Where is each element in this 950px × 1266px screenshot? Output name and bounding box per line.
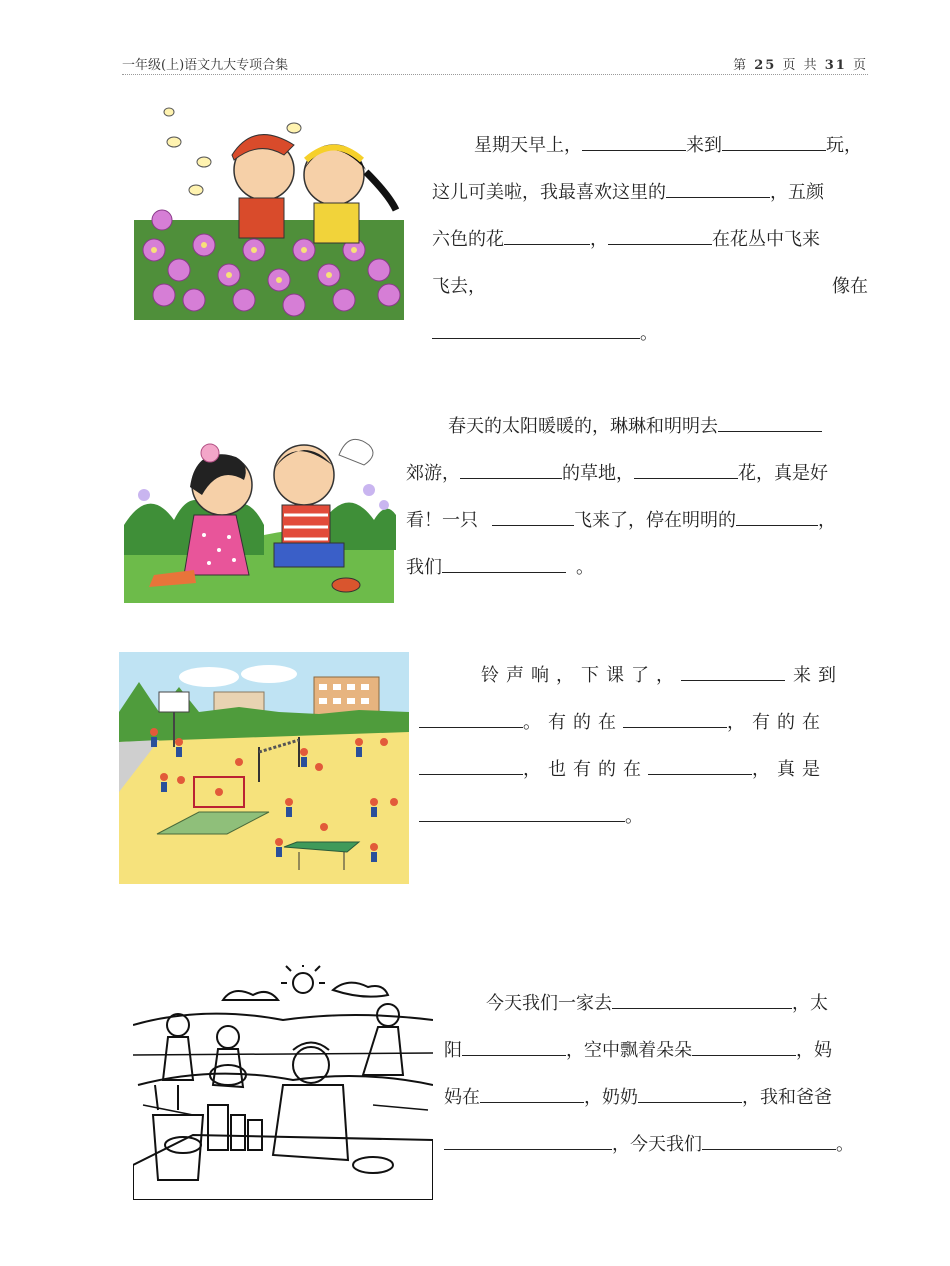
answer-blank[interactable] <box>681 660 785 681</box>
family-picnic-illustration <box>133 965 433 1200</box>
answer-blank[interactable] <box>480 1082 584 1103</box>
page-header <box>122 52 868 75</box>
sentence-text: ，有的在 <box>727 712 827 733</box>
answer-blank[interactable] <box>718 411 822 432</box>
sentence-text: 来到 <box>793 665 843 686</box>
sentence-text: ，太 <box>792 993 828 1014</box>
sentence-text: 星期天早上， <box>474 135 582 156</box>
sentence-text: ，五颜 <box>770 182 824 203</box>
sentence-text: ， <box>818 510 836 531</box>
answer-blank[interactable] <box>634 458 738 479</box>
answer-blank[interactable] <box>692 1035 796 1056</box>
answer-blank[interactable] <box>702 1129 836 1150</box>
sentence-text: ，空中飘着朵朵 <box>566 1040 692 1061</box>
answer-blank[interactable] <box>462 1035 566 1056</box>
answer-blank[interactable] <box>419 754 523 775</box>
answer-blank[interactable] <box>444 1129 612 1150</box>
sentence-text: 的草地， <box>562 463 634 484</box>
sentence-text: 六色的花 <box>432 229 504 250</box>
answer-blank[interactable] <box>612 988 792 1009</box>
sentence-text: 铃声响，下课了， <box>481 665 681 686</box>
answer-blank[interactable] <box>419 707 523 728</box>
kids-flowers-illustration <box>134 100 410 322</box>
sentence-text: 玩， <box>826 135 862 156</box>
sentence-text: 飞去， <box>432 276 486 297</box>
answer-blank[interactable] <box>623 707 727 728</box>
sentence-text: 来到 <box>686 135 722 156</box>
sentence-text: ，今天我们 <box>612 1134 702 1155</box>
sentence-text: ，妈 <box>796 1040 832 1061</box>
exercise-3-text <box>419 652 873 842</box>
sentence-text: 这儿可美啦，我最喜欢这里的 <box>432 182 666 203</box>
answer-blank[interactable] <box>419 801 625 822</box>
answer-blank[interactable] <box>666 177 770 198</box>
sentence-text: 。 <box>625 806 650 827</box>
answer-blank[interactable] <box>638 1082 742 1103</box>
sentence-text: 花，真是好 <box>738 463 828 484</box>
sentence-text: ，真是 <box>752 759 827 780</box>
sentence-text: 。 <box>640 323 658 344</box>
sentence-text: ，也有的在 <box>523 759 648 780</box>
exercise-1-text <box>432 122 872 357</box>
sentence-text: 郊游， <box>406 463 460 484</box>
sentence-text: 在花丛中飞来 <box>712 229 820 250</box>
exercise-2-text <box>406 403 872 593</box>
sentence-text: 飞来了，停在明明的 <box>574 510 736 531</box>
answer-blank[interactable] <box>722 130 826 151</box>
sentence-text: 我们 <box>406 557 442 578</box>
spring-outing-illustration <box>124 425 396 603</box>
answer-blank[interactable] <box>504 224 590 245</box>
answer-blank[interactable] <box>582 130 686 151</box>
sentence-text: 看！一只 <box>406 510 478 531</box>
sentence-text: ，奶奶 <box>584 1087 638 1108</box>
answer-blank[interactable] <box>736 505 818 526</box>
answer-blank[interactable] <box>492 505 574 526</box>
schoolyard-illustration <box>119 652 409 884</box>
answer-blank[interactable] <box>460 458 562 479</box>
answer-blank[interactable] <box>608 224 712 245</box>
sentence-text: 。 <box>836 1134 854 1155</box>
sentence-text: 春天的太阳暖暖的，琳琳和明明去 <box>448 416 718 437</box>
exercise-4-text <box>444 980 872 1170</box>
sentence-text: 。 <box>576 557 594 578</box>
sentence-text: 阳 <box>444 1040 462 1061</box>
sentence-text: 今天我们一家去 <box>486 993 612 1014</box>
answer-blank[interactable] <box>648 754 752 775</box>
sentence-text: ， <box>590 229 608 250</box>
sentence-text: 妈在 <box>444 1087 480 1108</box>
page-number: 第 25 页 共 31 页 <box>733 58 868 73</box>
answer-blank[interactable] <box>432 318 640 339</box>
answer-blank[interactable] <box>442 552 566 573</box>
document-title: 一年级(上)语文九大专项合集 <box>122 58 289 73</box>
sentence-text: ，我和爸爸 <box>742 1087 832 1108</box>
sentence-text: 像在 <box>832 276 868 297</box>
sentence-text: 。有的在 <box>523 712 623 733</box>
